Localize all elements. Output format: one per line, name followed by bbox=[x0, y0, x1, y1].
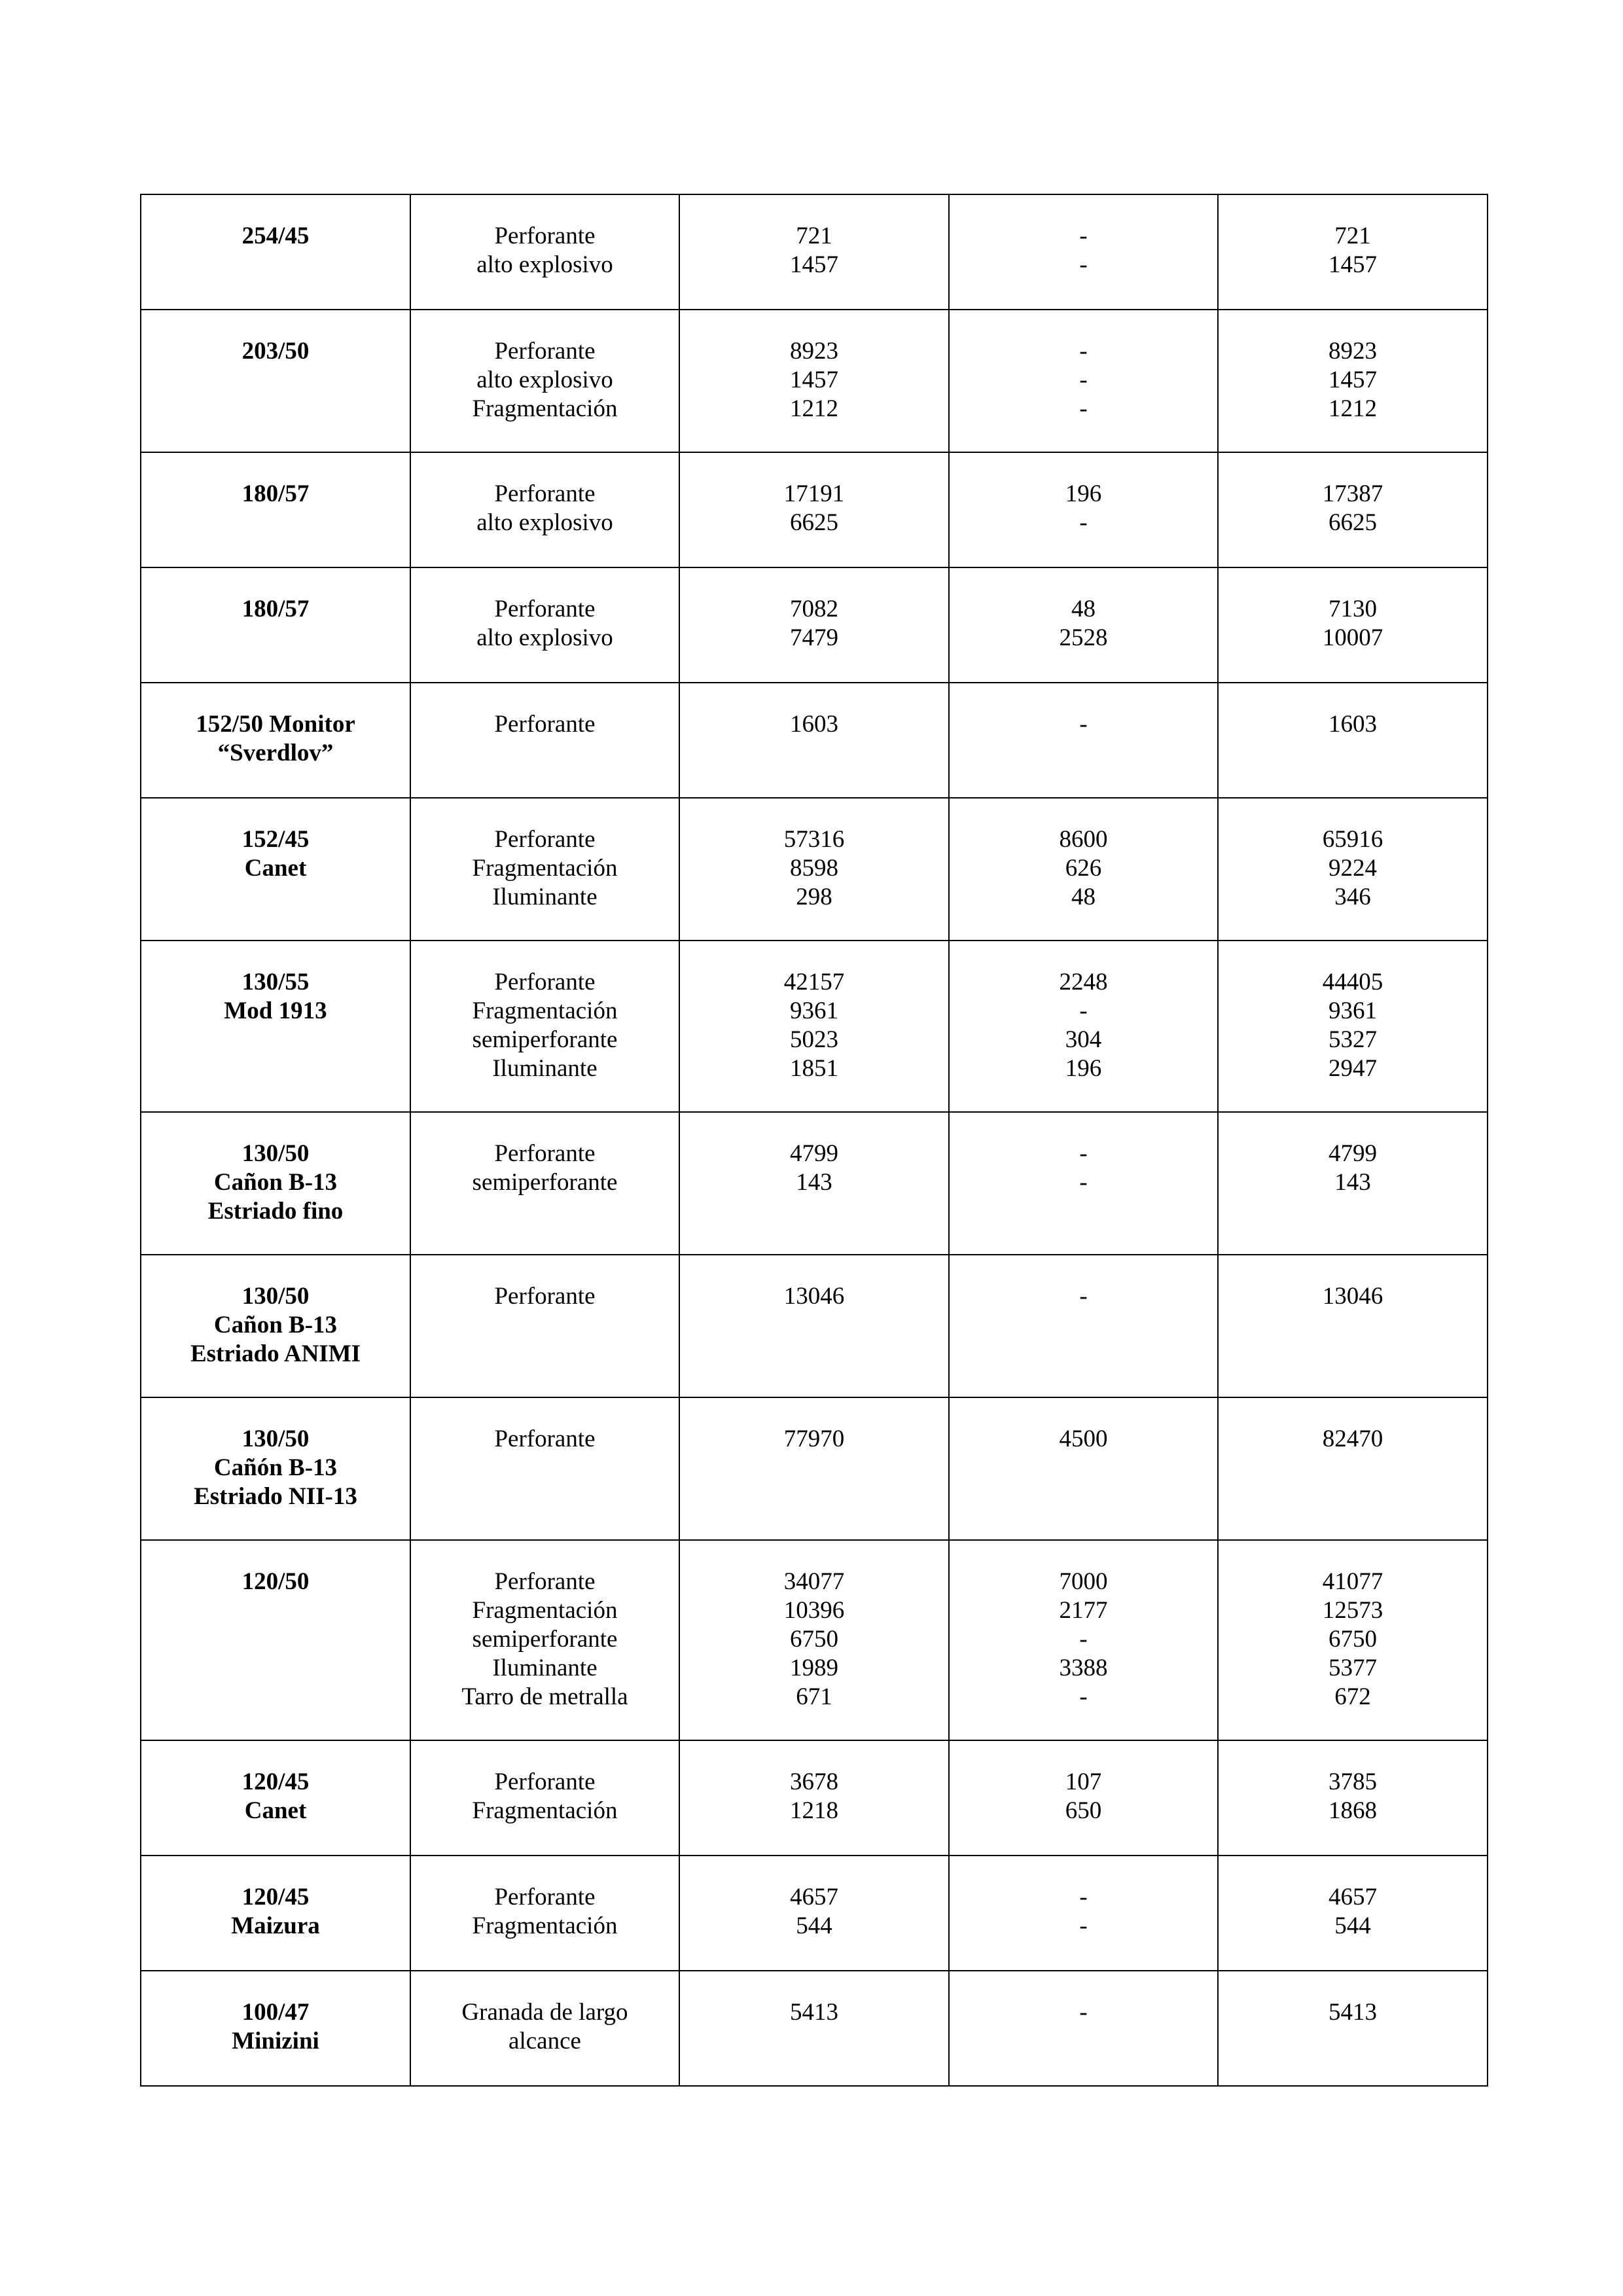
quantity-cell-2 bbox=[949, 1740, 1218, 1856]
projectile-type-cell bbox=[410, 1856, 679, 1971]
cell-line: Perforante bbox=[494, 596, 596, 622]
cell-line: Estriado fino bbox=[207, 1198, 344, 1225]
cell-line: 5413 bbox=[1329, 1999, 1377, 2026]
cell-line: 3785 bbox=[1329, 1768, 1377, 1795]
cell-line: semiperforante bbox=[472, 1626, 618, 1653]
total-cell bbox=[1218, 683, 1488, 798]
quantity-cell-1 bbox=[679, 310, 949, 452]
cell-line: 671 bbox=[796, 1683, 832, 1710]
quantity-cell-2 bbox=[949, 1540, 1218, 1740]
cell-line: Perforante bbox=[494, 1283, 596, 1310]
projectile-type-cell bbox=[410, 1397, 679, 1540]
total-cell bbox=[1218, 310, 1488, 452]
cell-line: semiperforante bbox=[472, 1026, 618, 1053]
cell-line: 152/45 bbox=[241, 826, 310, 853]
cell-line: 120/45 bbox=[241, 1768, 310, 1795]
table-row bbox=[141, 1971, 1488, 2086]
cell-line: 203/50 bbox=[241, 338, 310, 365]
cell-line: 4500 bbox=[1059, 1426, 1108, 1452]
cell-line: 1989 bbox=[790, 1655, 838, 1681]
projectile-type-cell bbox=[410, 567, 679, 683]
cell-line: 48 bbox=[1071, 884, 1096, 910]
cell-line: 7130 bbox=[1329, 596, 1377, 622]
quantity-cell-2 bbox=[949, 798, 1218, 941]
projectile-type-cell bbox=[410, 310, 679, 452]
cell-line: 3678 bbox=[790, 1768, 838, 1795]
cell-line: alto explosivo bbox=[476, 251, 613, 278]
projectile-type-cell bbox=[410, 798, 679, 941]
cell-line: 130/50 bbox=[241, 1426, 310, 1452]
cell-line: 346 bbox=[1334, 884, 1371, 910]
cell-line: 65916 bbox=[1322, 826, 1383, 853]
projectile-type-cell bbox=[410, 1112, 679, 1255]
total-cell bbox=[1218, 941, 1488, 1112]
cell-line: - bbox=[1079, 223, 1088, 249]
total-cell bbox=[1218, 452, 1488, 567]
cell-line: 130/55 bbox=[241, 969, 310, 996]
table-row bbox=[141, 798, 1488, 941]
table-row bbox=[141, 567, 1488, 683]
cell-line: 107 bbox=[1065, 1768, 1102, 1795]
cell-line: 9361 bbox=[1329, 997, 1377, 1024]
cell-line: Canet bbox=[244, 855, 307, 882]
cell-line: 6750 bbox=[1329, 1626, 1377, 1653]
projectile-type-cell bbox=[410, 194, 679, 310]
cell-line: 1212 bbox=[790, 395, 838, 422]
cell-line: Perforante bbox=[494, 1426, 596, 1452]
cell-line: Perforante bbox=[494, 826, 596, 853]
cell-line: 120/50 bbox=[241, 1568, 310, 1595]
quantity-cell-1 bbox=[679, 798, 949, 941]
cell-line: Fragmentación bbox=[472, 1797, 618, 1824]
cell-line: 10007 bbox=[1322, 624, 1383, 651]
quantity-cell-1 bbox=[679, 1971, 949, 2086]
cell-line: 721 bbox=[1334, 223, 1371, 249]
caliber-cell bbox=[141, 452, 410, 567]
cell-line: Perforante bbox=[494, 1568, 596, 1595]
cell-line: 8600 bbox=[1059, 826, 1108, 853]
cell-line: Perforante bbox=[494, 711, 596, 738]
quantity-cell-1 bbox=[679, 1540, 949, 1740]
cell-line: - bbox=[1079, 1140, 1088, 1167]
cell-line: - bbox=[1079, 1999, 1088, 2026]
cell-line: - bbox=[1079, 1283, 1088, 1310]
quantity-cell-1 bbox=[679, 1397, 949, 1540]
cell-line: 5413 bbox=[790, 1999, 838, 2026]
cell-line: 82470 bbox=[1322, 1426, 1383, 1452]
cell-line: 48 bbox=[1071, 596, 1096, 622]
projectile-type-cell bbox=[410, 1255, 679, 1397]
cell-line: 130/50 bbox=[241, 1283, 310, 1310]
cell-line: 6625 bbox=[1329, 509, 1377, 536]
cell-line: 180/57 bbox=[241, 480, 310, 507]
cell-line: 304 bbox=[1065, 1026, 1102, 1053]
cell-line: alto explosivo bbox=[476, 624, 613, 651]
table-row bbox=[141, 194, 1488, 310]
caliber-cell bbox=[141, 567, 410, 683]
total-cell bbox=[1218, 1540, 1488, 1740]
total-cell bbox=[1218, 1112, 1488, 1255]
cell-line: Perforante bbox=[494, 969, 596, 996]
cell-line: Perforante bbox=[494, 1140, 596, 1167]
cell-line: 100/47 bbox=[241, 1999, 310, 2026]
cell-line: 17387 bbox=[1322, 480, 1383, 507]
cell-line: 5327 bbox=[1329, 1026, 1377, 1053]
table-row bbox=[141, 1856, 1488, 1971]
cell-line: 7000 bbox=[1059, 1568, 1108, 1595]
cell-line: 2248 bbox=[1059, 969, 1108, 996]
cell-line: 130/50 bbox=[241, 1140, 310, 1167]
cell-line: 13046 bbox=[783, 1283, 845, 1310]
total-cell bbox=[1218, 567, 1488, 683]
quantity-cell-1 bbox=[679, 452, 949, 567]
quantity-cell-1 bbox=[679, 1856, 949, 1971]
table-row bbox=[141, 1397, 1488, 1540]
cell-line: - bbox=[1079, 1884, 1088, 1910]
cell-line: Fragmentación bbox=[472, 855, 618, 882]
quantity-cell-2 bbox=[949, 567, 1218, 683]
cell-line: Perforante bbox=[494, 338, 596, 365]
cell-line: 1218 bbox=[790, 1797, 838, 1824]
total-cell bbox=[1218, 1255, 1488, 1397]
cell-line: 4799 bbox=[790, 1140, 838, 1167]
projectile-type-cell bbox=[410, 1971, 679, 2086]
quantity-cell-2 bbox=[949, 194, 1218, 310]
projectile-type-cell bbox=[410, 1540, 679, 1740]
cell-line: alto explosivo bbox=[476, 509, 613, 536]
cell-line: Perforante bbox=[494, 480, 596, 507]
cell-line: 1457 bbox=[1329, 251, 1377, 278]
cell-line: 1851 bbox=[790, 1055, 838, 1082]
cell-line: alto explosivo bbox=[476, 367, 613, 393]
cell-line: 4657 bbox=[1329, 1884, 1377, 1910]
cell-line: - bbox=[1079, 338, 1088, 365]
cell-line: 8923 bbox=[790, 338, 838, 365]
total-cell bbox=[1218, 798, 1488, 941]
cell-line: Canet bbox=[244, 1797, 307, 1824]
cell-line: 2947 bbox=[1329, 1055, 1377, 1082]
cell-line: - bbox=[1079, 251, 1088, 278]
projectile-type-cell bbox=[410, 941, 679, 1112]
quantity-cell-1 bbox=[679, 1112, 949, 1255]
cell-line: 41077 bbox=[1322, 1568, 1383, 1595]
quantity-cell-1 bbox=[679, 1740, 949, 1856]
cell-line: 8598 bbox=[790, 855, 838, 882]
cell-line: Perforante bbox=[494, 223, 596, 249]
cell-line: 3388 bbox=[1059, 1655, 1108, 1681]
projectile-type-cell bbox=[410, 683, 679, 798]
total-cell bbox=[1218, 1971, 1488, 2086]
total-cell bbox=[1218, 1740, 1488, 1856]
cell-line: 7082 bbox=[790, 596, 838, 622]
cell-line: - bbox=[1079, 1626, 1088, 1653]
cell-line: 1457 bbox=[790, 251, 838, 278]
quantity-cell-2 bbox=[949, 1397, 1218, 1540]
caliber-cell bbox=[141, 194, 410, 310]
table-row bbox=[141, 1540, 1488, 1740]
cell-line: 1457 bbox=[790, 367, 838, 393]
cell-line: Perforante bbox=[494, 1768, 596, 1795]
cell-line: 7479 bbox=[790, 624, 838, 651]
quantity-cell-2 bbox=[949, 1112, 1218, 1255]
cell-line: 196 bbox=[1065, 480, 1102, 507]
quantity-cell-2 bbox=[949, 1971, 1218, 2086]
table-row bbox=[141, 1740, 1488, 1856]
cell-line: 143 bbox=[1334, 1169, 1371, 1196]
cell-line: - bbox=[1079, 997, 1088, 1024]
cell-line: 10396 bbox=[783, 1597, 845, 1624]
cell-line: Granada de largo bbox=[461, 1999, 628, 2026]
cell-line: 8923 bbox=[1329, 338, 1377, 365]
cell-line: “Sverdlov” bbox=[217, 740, 334, 766]
cell-line: Cañón B-13 bbox=[213, 1454, 338, 1481]
total-cell bbox=[1218, 1397, 1488, 1540]
cell-line: 5023 bbox=[790, 1026, 838, 1053]
cell-line: 34077 bbox=[783, 1568, 845, 1595]
projectile-type-cell bbox=[410, 452, 679, 567]
quantity-cell-2 bbox=[949, 1856, 1218, 1971]
cell-line: 650 bbox=[1065, 1797, 1102, 1824]
table-row bbox=[141, 1112, 1488, 1255]
quantity-cell-2 bbox=[949, 941, 1218, 1112]
caliber-cell bbox=[141, 1112, 410, 1255]
cell-line: Cañon B-13 bbox=[213, 1169, 338, 1196]
cell-line: 9361 bbox=[790, 997, 838, 1024]
cell-line: 42157 bbox=[783, 969, 845, 996]
quantity-cell-1 bbox=[679, 194, 949, 310]
quantity-cell-2 bbox=[949, 310, 1218, 452]
cell-line: Fragmentación bbox=[472, 1912, 618, 1939]
total-cell bbox=[1218, 194, 1488, 310]
caliber-cell bbox=[141, 1856, 410, 1971]
cell-line: 672 bbox=[1334, 1683, 1371, 1710]
cell-line: 1457 bbox=[1329, 367, 1377, 393]
cell-line: - bbox=[1079, 1169, 1088, 1196]
cell-line: - bbox=[1079, 1683, 1088, 1710]
cell-line: 254/45 bbox=[241, 223, 310, 249]
cell-line: Fragmentación bbox=[472, 395, 618, 422]
cell-line: - bbox=[1079, 509, 1088, 536]
quantity-cell-1 bbox=[679, 941, 949, 1112]
caliber-cell bbox=[141, 310, 410, 452]
cell-line: 1603 bbox=[1329, 711, 1377, 738]
projectile-type-cell bbox=[410, 1740, 679, 1856]
cell-line: Maizura bbox=[231, 1912, 320, 1939]
cell-line: 57316 bbox=[783, 826, 845, 853]
cell-line: Iluminante bbox=[492, 884, 597, 910]
cell-line: 120/45 bbox=[241, 1884, 310, 1910]
cell-line: 6625 bbox=[790, 509, 838, 536]
cell-line: 152/50 Monitor bbox=[196, 711, 355, 738]
cell-line: 12573 bbox=[1322, 1597, 1383, 1624]
quantity-cell-1 bbox=[679, 1255, 949, 1397]
cell-line: 2177 bbox=[1059, 1597, 1108, 1624]
cell-line: Mod 1913 bbox=[224, 997, 327, 1024]
cell-line: - bbox=[1079, 1912, 1088, 1939]
cell-line: 298 bbox=[796, 884, 832, 910]
cell-line: 17191 bbox=[783, 480, 845, 507]
cell-line: semiperforante bbox=[472, 1169, 618, 1196]
cell-line: 1868 bbox=[1329, 1797, 1377, 1824]
quantity-cell-2 bbox=[949, 1255, 1218, 1397]
cell-line: 77970 bbox=[783, 1426, 845, 1452]
ammunition-table bbox=[140, 194, 1488, 2087]
cell-line: 180/57 bbox=[241, 596, 310, 622]
cell-line: Perforante bbox=[494, 1884, 596, 1910]
cell-line: Iluminante bbox=[492, 1655, 597, 1681]
cell-line: 1212 bbox=[1329, 395, 1377, 422]
cell-line: 4657 bbox=[790, 1884, 838, 1910]
quantity-cell-2 bbox=[949, 452, 1218, 567]
cell-line: 6750 bbox=[790, 1626, 838, 1653]
quantity-cell-2 bbox=[949, 683, 1218, 798]
cell-line: 721 bbox=[796, 223, 832, 249]
cell-line: Tarro de metralla bbox=[461, 1683, 628, 1710]
caliber-cell bbox=[141, 1397, 410, 1540]
cell-line: Fragmentación bbox=[472, 1597, 618, 1624]
cell-line: alcance bbox=[508, 2028, 581, 2054]
cell-line: Estriado NII-13 bbox=[194, 1483, 357, 1510]
cell-line: 4799 bbox=[1329, 1140, 1377, 1167]
caliber-cell bbox=[141, 1255, 410, 1397]
caliber-cell bbox=[141, 1540, 410, 1740]
cell-line: 13046 bbox=[1322, 1283, 1383, 1310]
cell-line: - bbox=[1079, 367, 1088, 393]
caliber-cell bbox=[141, 683, 410, 798]
table-row bbox=[141, 452, 1488, 567]
cell-line: Minizini bbox=[232, 2028, 319, 2054]
caliber-cell bbox=[141, 1740, 410, 1856]
cell-line: Iluminante bbox=[492, 1055, 597, 1082]
cell-line: 5377 bbox=[1329, 1655, 1377, 1681]
cell-line: Estriado ANIMI bbox=[190, 1340, 361, 1367]
caliber-cell bbox=[141, 1971, 410, 2086]
cell-line: 544 bbox=[796, 1912, 832, 1939]
caliber-cell bbox=[141, 941, 410, 1112]
table-row bbox=[141, 683, 1488, 798]
cell-line: - bbox=[1079, 711, 1088, 738]
total-cell bbox=[1218, 1856, 1488, 1971]
table-row bbox=[141, 941, 1488, 1112]
cell-line: 196 bbox=[1065, 1055, 1102, 1082]
quantity-cell-1 bbox=[679, 683, 949, 798]
cell-line: 1603 bbox=[790, 711, 838, 738]
cell-line: 544 bbox=[1334, 1912, 1371, 1939]
cell-line: 9224 bbox=[1329, 855, 1377, 882]
cell-line: Cañon B-13 bbox=[213, 1312, 338, 1338]
cell-line: 2528 bbox=[1059, 624, 1108, 651]
cell-line: 626 bbox=[1065, 855, 1102, 882]
cell-line: Fragmentación bbox=[472, 997, 618, 1024]
caliber-cell bbox=[141, 798, 410, 941]
cell-line: 44405 bbox=[1322, 969, 1383, 996]
quantity-cell-1 bbox=[679, 567, 949, 683]
table-body bbox=[141, 194, 1488, 2086]
table-row bbox=[141, 310, 1488, 452]
cell-line: 143 bbox=[796, 1169, 832, 1196]
table-row bbox=[141, 1255, 1488, 1397]
cell-line: - bbox=[1079, 395, 1088, 422]
